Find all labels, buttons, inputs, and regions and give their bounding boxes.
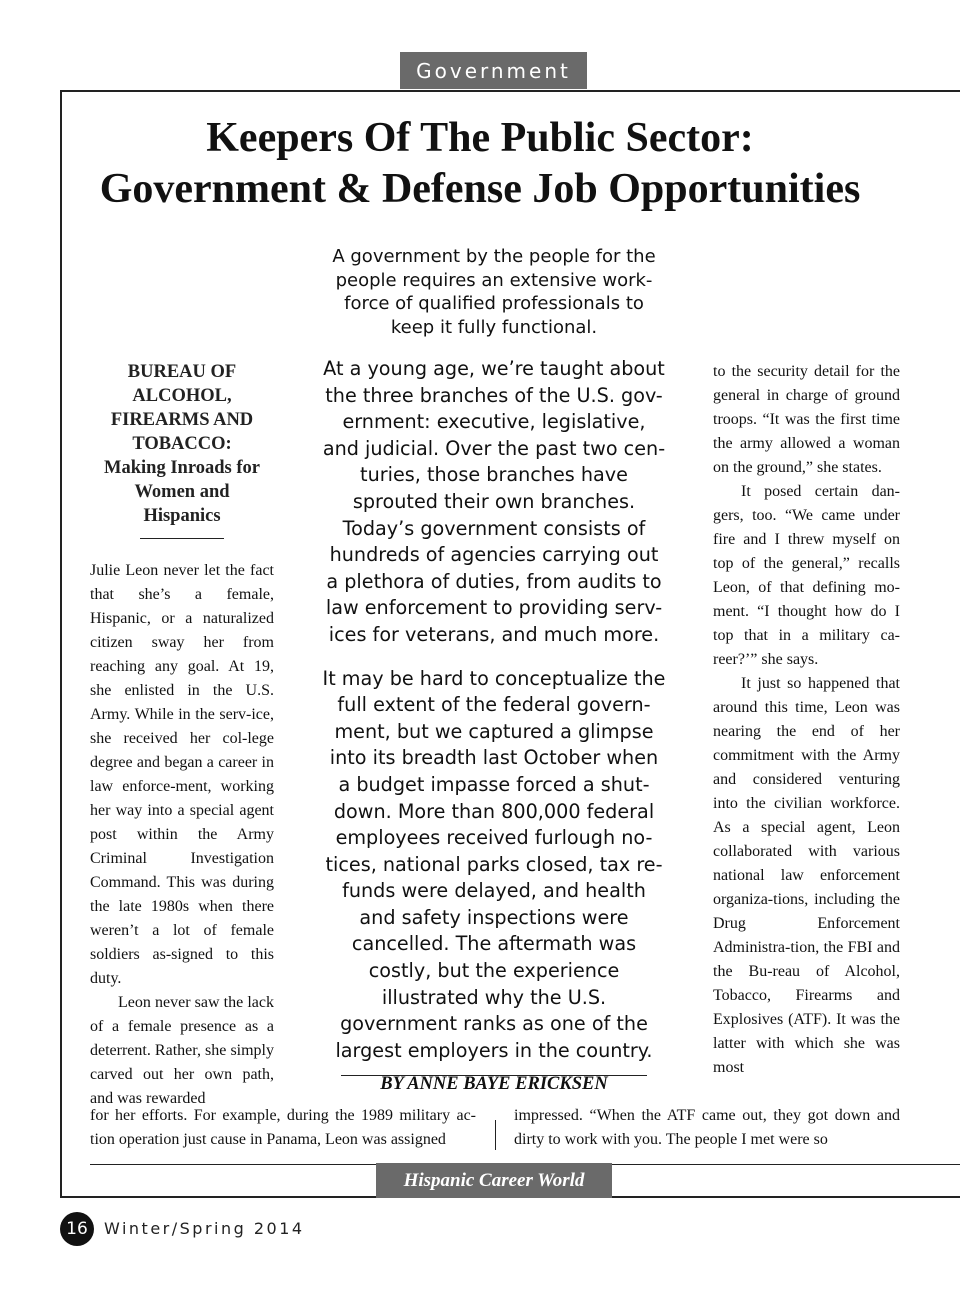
left-column bbox=[90, 360, 274, 1111]
right-paragraph-3: It just so happened that around this time, Leon was nearing the end of her commitment with the Army and considered venturing into the civilian workforce. As a special agent, Leon collaborated with various national law enforcement organiza-tions, including the Drug Enforcement Administra-tion, the FBI and the Bu-reau of Alcohol, Tobacco, Firearms and Explosives (ATF). It was the latter with which she was most bbox=[713, 675, 900, 1076]
intro-paragraph-1: At a young age, we’re taught about the three branches of the U.S. gov-ernment: executive, legislative, and judicial. Over the past two cen-turies, those branches have sprouted their own branches. Today’s government consists of hundreds of agencies carrying out a plethora of duties, from audits to law enforcement to providing serv-ices for veterans, and much more. bbox=[322, 357, 666, 646]
right-paragraph-1: to the security detail for the general in charge of ground troops. “It was the first time the army allowed a woman on the ground,” she states. bbox=[713, 363, 900, 476]
page-number-badge: 16 bbox=[60, 1212, 94, 1246]
issue-date: Winter/Spring 2014 bbox=[104, 1219, 305, 1238]
sidebar-subheading-line: Hispanics bbox=[143, 506, 221, 526]
intro-paragraph-2: It may be hard to conceptualize the full extent of the federal govern-ment, but we captured a glimpse into its breadth last October when a budget impasse forced a shut-down. More than 800,000 federal employees received furlough no-tices, national parks closed, tax re-funds were delayed, and health and safety inspections were cancelled. The aftermath was costly, but the experience illustrated why the U.S. government ranks as one of the largest employers in the country. bbox=[322, 666, 666, 1062]
sidebar-heading-line: ALCOHOL, bbox=[132, 386, 232, 406]
sidebar-heading bbox=[90, 360, 274, 528]
publication-tab: Hispanic Career World bbox=[376, 1163, 612, 1198]
sidebar-heading-line: BUREAU OF bbox=[127, 362, 237, 382]
title-line-2: Government & Defense Job Opportunities bbox=[99, 166, 861, 212]
sidebar-divider bbox=[140, 538, 224, 539]
article-title bbox=[60, 113, 900, 215]
left-paragraph-1: Julie Leon never let the fact that she’s a female, Hispanic, or a naturalized citizen sway her from reaching any goal. At 19, she enlisted in the U.S. Army. While in the serv-ice, she received her col-lege degree and began a career in law enforce-ment, working her way into a special agent post within the Army Criminal Investigation Command. This was during the late 1980s when there weren’t a lot of female soldiers as-signed to this duty. bbox=[90, 562, 274, 987]
byline: BY ANNE BAYE ERICKSEN bbox=[380, 1074, 608, 1094]
center-column bbox=[322, 356, 666, 1076]
sidebar-subheading-line: Making Inroads for bbox=[104, 458, 260, 478]
left-paragraph-2: Leon never saw the lack of a female presence as a deterrent. Rather, she simply carved out her own path, and was rewarded bbox=[90, 994, 274, 1107]
bottom-left-text: for her efforts. For example, during the 1989 military ac-tion operation just cause in Panama, Leon was assigned bbox=[90, 1107, 476, 1148]
bottom-right-text: impressed. “When the ATF came out, they got down and dirty to work with you. The people I met were so bbox=[514, 1107, 900, 1148]
section-label: Government bbox=[400, 52, 587, 89]
sidebar-heading-line: TOBACCO: bbox=[132, 434, 232, 454]
sidebar-subheading-line: Women and bbox=[134, 482, 230, 502]
right-column bbox=[713, 360, 900, 1080]
article-dek: A government by the people for the people requires an extensive work-force of qualified professionals to keep it fully functional. bbox=[332, 246, 656, 338]
bottom-column-divider bbox=[495, 1120, 496, 1150]
title-line-1: Keepers Of The Public Sector: bbox=[206, 115, 754, 161]
sidebar-heading-line: FIREARMS AND bbox=[110, 410, 254, 430]
right-paragraph-2: It posed certain dan-gers, too. “We came under fire and I threw myself on top of the general,” recalls Leon, of that defining mo-ment. “I thought how do I top that in a military ca-reer?’” she says. bbox=[713, 483, 900, 668]
